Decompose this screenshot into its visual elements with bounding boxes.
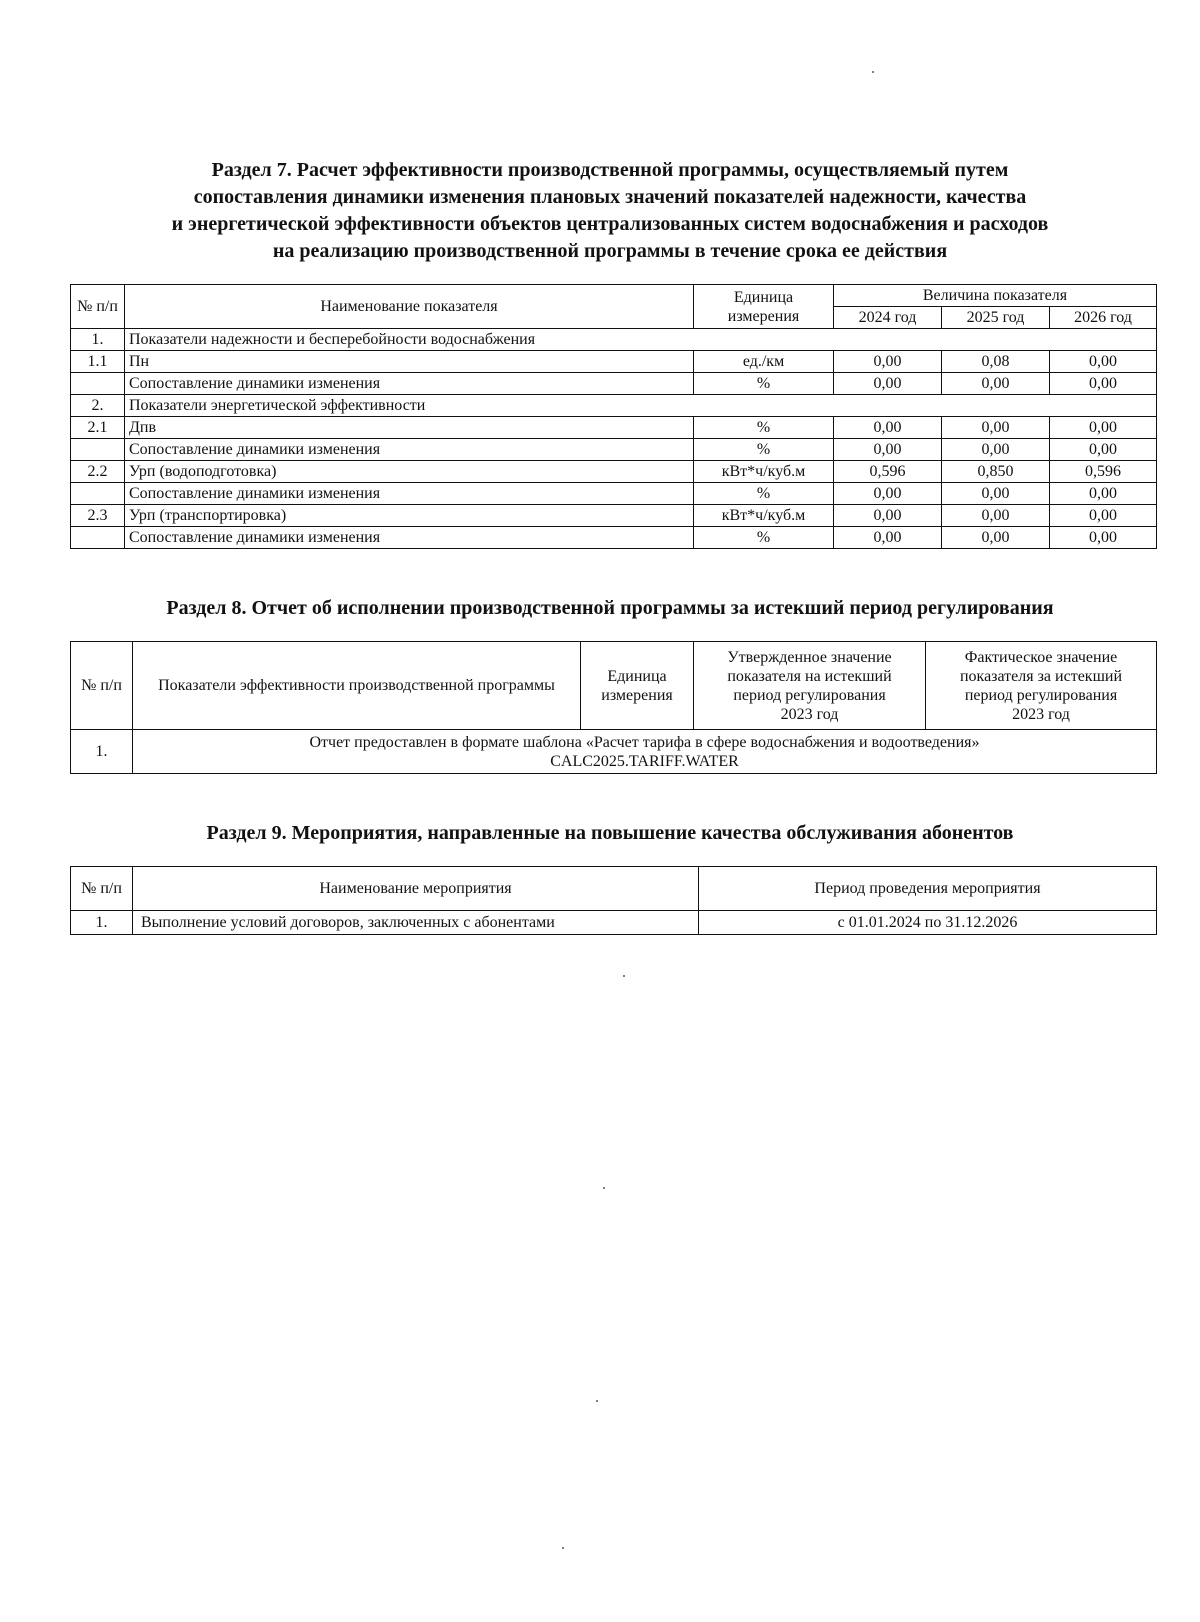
header-line: 2023 год: [1012, 705, 1070, 723]
row-name: Урп (водоподготовка): [125, 461, 694, 483]
section9-title: [60, 820, 1160, 847]
row-num: 1.: [71, 730, 133, 774]
header-line: период регулирования: [733, 686, 886, 704]
row-value: 0,00: [1050, 527, 1157, 549]
row-name: Пн: [125, 351, 694, 373]
row-num: 2.1: [71, 417, 125, 439]
col-num-header: № п/п: [71, 285, 125, 329]
row-unit: %: [694, 527, 834, 549]
scan-speck: [872, 71, 874, 73]
table-row: [71, 911, 1157, 935]
row-name: Сопоставление динамики изменения: [125, 483, 694, 505]
row-name: Дпв: [125, 417, 694, 439]
header-line: период регулирования: [964, 686, 1118, 704]
row-name: Выполнение условий договоров, заключенных с абонентами: [133, 911, 699, 935]
row-value: 0,00: [942, 373, 1050, 395]
row-num: [71, 527, 125, 549]
header-line: Фактическое значение: [964, 648, 1118, 666]
table-row: [71, 505, 1157, 527]
row-unit: кВт*ч/куб.м: [694, 461, 834, 483]
header-line: Утвержденное значение: [727, 648, 892, 666]
row-value: 0,00: [834, 483, 942, 505]
section7-title-line: и энергетической эффективности объектов централизованных систем водоснабжения и расходов: [171, 213, 1049, 235]
scan-speck: [562, 1547, 564, 1549]
col-unit-header: Единица измерения: [581, 642, 694, 730]
col-name-header: Наименование показателя: [125, 285, 694, 329]
table-row: [71, 483, 1157, 505]
scan-speck: [623, 975, 625, 977]
row-group-name: Показатели энергетической эффективности: [125, 395, 1157, 417]
table-row: [71, 527, 1157, 549]
row-name: Сопоставление динамики изменения: [125, 373, 694, 395]
table-row: [71, 329, 1157, 351]
table-row: [71, 417, 1157, 439]
section7-title-line: на реализацию производственной программы в течение срока ее действия: [272, 240, 948, 262]
col-num-header: № п/п: [71, 867, 133, 911]
row-value: 0,00: [1050, 351, 1157, 373]
col-unit-header: Единица измерения: [694, 285, 834, 329]
row-unit: кВт*ч/куб.м: [694, 505, 834, 527]
row-value: 0,00: [834, 527, 942, 549]
table-row: [71, 730, 1157, 774]
row-value: 0,850: [942, 461, 1050, 483]
table-row: [71, 461, 1157, 483]
section9-title-text: Раздел 9. Мероприятия, направленные на повышение качества обслуживания абонентов: [206, 822, 1014, 844]
row-value: 0,00: [834, 439, 942, 461]
row-unit: %: [694, 483, 834, 505]
row-value: 0,00: [942, 505, 1050, 527]
section8-title-text: Раздел 8. Отчет об исполнении производственной программы за истекший период регулирования: [166, 597, 1054, 619]
col-name-header: Показатели эффективности производственной программы: [133, 642, 581, 730]
row-unit: %: [694, 373, 834, 395]
header-line: 2023 год: [780, 705, 839, 723]
report-note-line: Отчет предоставлен в формате шаблона «Расчет тарифа в сфере водоснабжения и водоотведения»: [309, 733, 980, 751]
row-value: 0,00: [1050, 439, 1157, 461]
row-num: 2.: [71, 395, 125, 417]
row-value: 0,00: [942, 439, 1050, 461]
section7-title: [60, 157, 1160, 265]
row-value: 0,00: [1050, 373, 1157, 395]
row-value: 0,00: [1050, 505, 1157, 527]
section7-table: [70, 284, 1157, 549]
row-num: 1.1: [71, 351, 125, 373]
header-line: показателя за истекший: [959, 667, 1123, 685]
row-unit: %: [694, 417, 834, 439]
row-report-note: [133, 730, 1157, 774]
row-name: Сопоставление динамики изменения: [125, 439, 694, 461]
col-name-header: Наименование мероприятия: [133, 867, 699, 911]
col-year-header: 2024 год: [834, 307, 942, 329]
row-value: 0,00: [1050, 483, 1157, 505]
table-row: [71, 373, 1157, 395]
row-num: [71, 483, 125, 505]
row-value: 0,00: [834, 417, 942, 439]
row-unit: %: [694, 439, 834, 461]
row-num: [71, 439, 125, 461]
report-note-line: CALC2025.TARIFF.WATER: [550, 752, 739, 770]
col-value-header: Величина показателя: [834, 285, 1157, 307]
section8-title: [60, 595, 1160, 622]
col-actual-header: [926, 642, 1157, 730]
row-period: с 01.01.2024 по 31.12.2026: [699, 911, 1157, 935]
table-row: [71, 395, 1157, 417]
row-group-name: Показатели надежности и бесперебойности водоснабжения: [125, 329, 1157, 351]
row-unit: ед./км: [694, 351, 834, 373]
row-value: 0,00: [942, 417, 1050, 439]
col-year-header: 2026 год: [1050, 307, 1157, 329]
row-num: 1.: [71, 329, 125, 351]
row-value: 0,00: [942, 483, 1050, 505]
row-value: 0,00: [834, 351, 942, 373]
row-num: [71, 373, 125, 395]
row-value: 0,596: [834, 461, 942, 483]
row-num: 2.2: [71, 461, 125, 483]
row-num: 1.: [71, 911, 133, 935]
row-name: Урп (транспортировка): [125, 505, 694, 527]
row-value: 0,596: [1050, 461, 1157, 483]
table-row: [71, 439, 1157, 461]
col-approved-header: [694, 642, 926, 730]
section7-title-line: Раздел 7. Расчет эффективности производственной программы, осуществляемый путем: [211, 159, 1009, 181]
table-row: [71, 351, 1157, 373]
col-num-header: № п/п: [71, 642, 133, 730]
header-line: показателя на истекший: [727, 667, 892, 685]
section7-title-line: сопоставления динамики изменения плановых значений показателей надежности, качества: [193, 186, 1027, 208]
col-period-header: Период проведения мероприятия: [699, 867, 1157, 911]
col-year-header: 2025 год: [942, 307, 1050, 329]
row-value: 0,08: [942, 351, 1050, 373]
section8-table: [70, 641, 1157, 774]
row-value: 0,00: [1050, 417, 1157, 439]
row-num: 2.3: [71, 505, 125, 527]
scan-speck: [603, 1187, 605, 1189]
section9-table: [70, 866, 1157, 935]
scan-speck: [596, 1400, 598, 1402]
row-value: 0,00: [834, 373, 942, 395]
row-value: 0,00: [942, 527, 1050, 549]
row-value: 0,00: [834, 505, 942, 527]
row-name: Сопоставление динамики изменения: [125, 527, 694, 549]
